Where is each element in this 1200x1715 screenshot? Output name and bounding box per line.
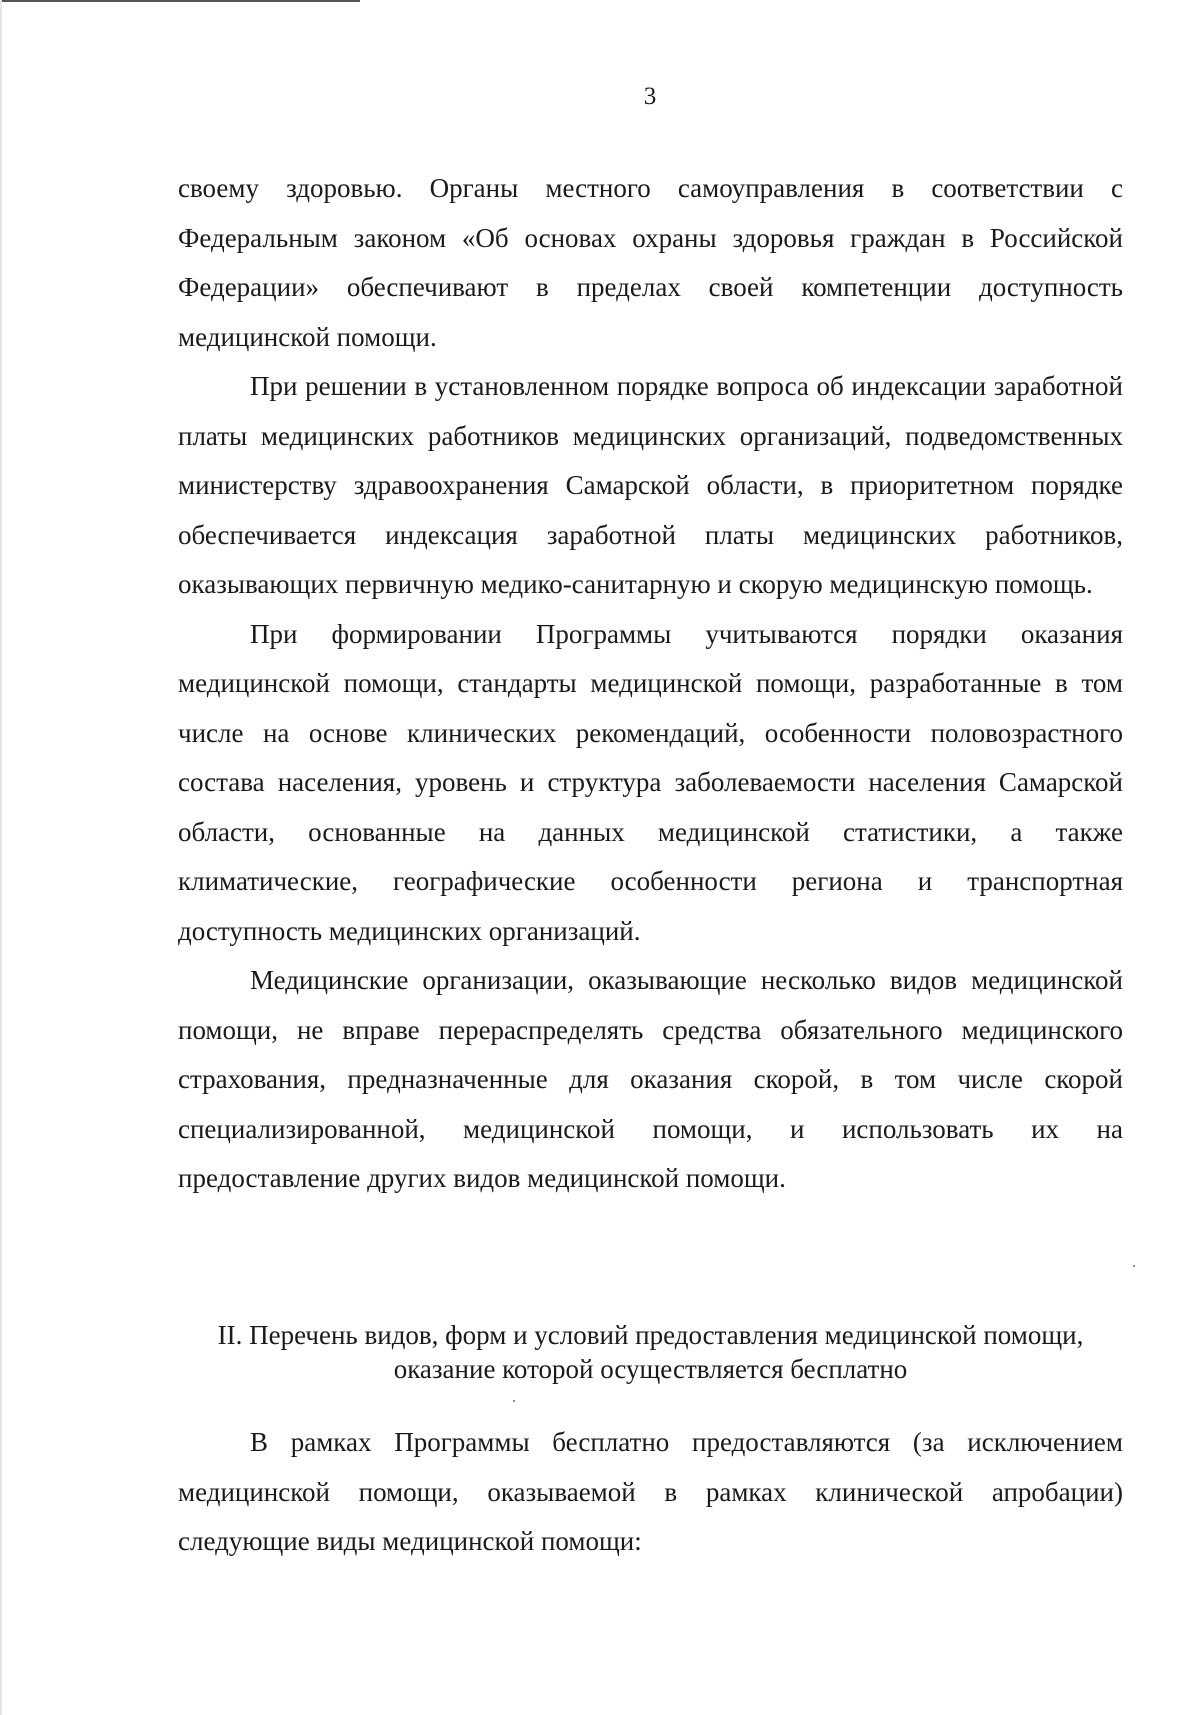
section-title bbox=[178, 1318, 1123, 1386]
scan-speck bbox=[1133, 1265, 1135, 1267]
section-intro bbox=[178, 1418, 1123, 1567]
paragraph-free-care-types: В рамках Программы бесплатно предоставляются (за исключением медицинской помощи, оказываемой в рамках клинической апробации) следующие виды медицинской помощи: bbox=[178, 1427, 1123, 1556]
scan-edge-left bbox=[0, 0, 2, 1715]
body-text bbox=[178, 164, 1123, 1204]
section-title-line-1: II. Перечень видов, форм и условий предоставления медицинской помощи, bbox=[217, 1320, 1084, 1350]
paragraph-salary-indexation: При решении в установленном порядке вопроса об индексации заработной платы медицинских работников медицинских организаций, подведомственных министерству здравоохранения Самарской области, в приоритетном порядке обеспечивается индексация заработной платы медицинских работников, оказывающих первичную медико-санитарную и скорую медицинскую помощь. bbox=[178, 371, 1123, 599]
page-number: 3 bbox=[643, 83, 657, 110]
section-title-line-2: оказание которой осуществляется бесплатно bbox=[393, 1354, 908, 1384]
paragraph-funds-redistribution: Медицинские организации, оказывающие несколько видов медицинской помощи, не вправе перераспределять средства обязательного медицинского страхования, предназначенные для оказания скорой, в том числе скорой специализированной, медицинской помощи, и использовать их на предоставление других видов медицинской помощи. bbox=[178, 965, 1123, 1193]
paragraph-continuation: своему здоровью. Органы местного самоуправления в соответствии с Федеральным законом «Об основах охраны здоровья граждан в Российской Федерации» обеспечивают в пределах своей компетенции доступность медицинской помощи. bbox=[178, 173, 1123, 352]
paragraph-program-formation: При формировании Программы учитываются порядки оказания медицинской помощи, стандарты медицинской помощи, разработанные в том числе на основе клинических рекомендаций, особенности половозрастного состава населения, уровень и структура заболеваемости населения Самарской области, основанные на данных медицинской статистики, а также климатические, географические особенности региона и транспортная доступность медицинских организаций. bbox=[178, 618, 1123, 946]
scan-edge-top bbox=[0, 0, 360, 2]
scan-speck bbox=[513, 1400, 515, 1402]
